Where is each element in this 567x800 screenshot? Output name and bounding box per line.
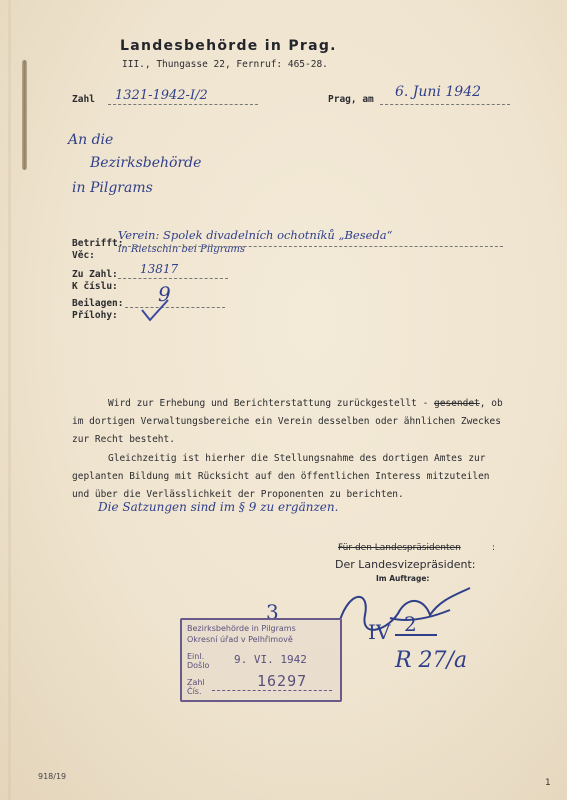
stamp-doslo-label: Došlo [187, 661, 210, 670]
stamp-number: 16297 [257, 672, 308, 690]
betrifft-rule [118, 246, 503, 247]
zu-zahl-rule [118, 278, 228, 279]
addressee-line-2: Bezirksbehörde [90, 155, 202, 171]
date-rule [380, 104, 510, 105]
annotation-underline [395, 634, 437, 636]
annotation-roman-iv: IV [368, 620, 391, 644]
binding-string [22, 60, 27, 170]
vec-label: Věc: [72, 250, 95, 261]
betrifft-handwritten-2: in Rietschin bei Pilgrams [118, 244, 246, 255]
vice-president-line: Der Landesvizepräsident: [335, 558, 476, 571]
body-p1-text-end: , ob [479, 398, 503, 409]
stamp-einl-label: Einl. [187, 652, 205, 661]
stamp-cis-label: Čís. [187, 687, 202, 696]
stamp-rule [212, 690, 332, 691]
stamp-zahl-label: Zahl [187, 678, 205, 687]
page-edge-shadow [8, 0, 11, 800]
zu-zahl-label: Zu Zahl: [72, 269, 118, 280]
zahl-label: Zahl [72, 94, 95, 105]
zahl-rule [108, 104, 258, 105]
date-handwritten: 6. Juni 1942 [395, 84, 482, 100]
k-cislu-label: K číslu: [72, 281, 118, 292]
stamp-line-2: Okresní úřad v Pelhřimově [187, 635, 293, 644]
handwritten-note: Die Satzungen sind im § 9 zu ergänzen. [98, 500, 339, 514]
authority-heading: Landesbehörde in Prag. [120, 38, 337, 54]
im-auftrage: Im Auftrage: [376, 574, 430, 583]
addressee-line-1: An die [68, 132, 114, 148]
prilohy-label: Přílohy: [72, 310, 118, 321]
annotation-ref: R 27/a [395, 648, 468, 673]
signature-colon: : [492, 543, 496, 553]
betrifft-label: Betrifft: [72, 238, 124, 249]
body-p2-line1: Gleichzeitig ist hierher die Stellungsnahme des dortigen Amtes zur [108, 453, 486, 464]
zahl-handwritten: 1321-1942-I/2 [115, 88, 208, 103]
annotation-2: 2 [404, 612, 417, 636]
body-p1-line1 [108, 398, 503, 409]
beilagen-label: Beilagen: [72, 298, 124, 309]
stamp-date: 9. VI. 1942 [234, 653, 307, 666]
archive-number: 918/19 [38, 772, 67, 781]
stamp-line-1: Bezirksbehörde in Pilgrams [187, 624, 296, 633]
annotation-3: 3 [266, 600, 279, 624]
body-p1-text: Wird zur Erhebung und Berichterstattung zurückgestellt - [108, 398, 435, 409]
addressee-line-3: in Pilgrams [72, 180, 153, 196]
struck-signature-line: Für den Landespräsidenten [338, 543, 461, 553]
zu-zahl-handwritten: 13817 [140, 262, 179, 276]
betrifft-handwritten: Verein: Spolek divadelních ochotníků „Beseda“ [118, 228, 393, 242]
body-p1-line2: im dortigen Verwaltungsbereiche ein Verein desselben oder ähnlichen Zweckes [72, 416, 501, 427]
place-label: Prag, am [328, 94, 374, 105]
beilagen-handwritten: 9 [158, 282, 171, 306]
authority-address: III., Thungasse 22, Fernruf: 465-28. [122, 59, 328, 70]
received-stamp [180, 618, 342, 702]
body-p2-line3: und über die Verlässlichkeit der Proponenten zu berichten. [72, 489, 404, 500]
body-p1-line3: zur Recht besteht. [72, 434, 175, 445]
checkmark-icon [140, 298, 170, 324]
body-p2-line2: geplanten Bildung mit Rücksicht auf den öffentlichen Interess mitzuteilen [72, 471, 490, 482]
page-number: 1 [545, 778, 551, 788]
body-struck-word: gesendet [434, 398, 480, 409]
